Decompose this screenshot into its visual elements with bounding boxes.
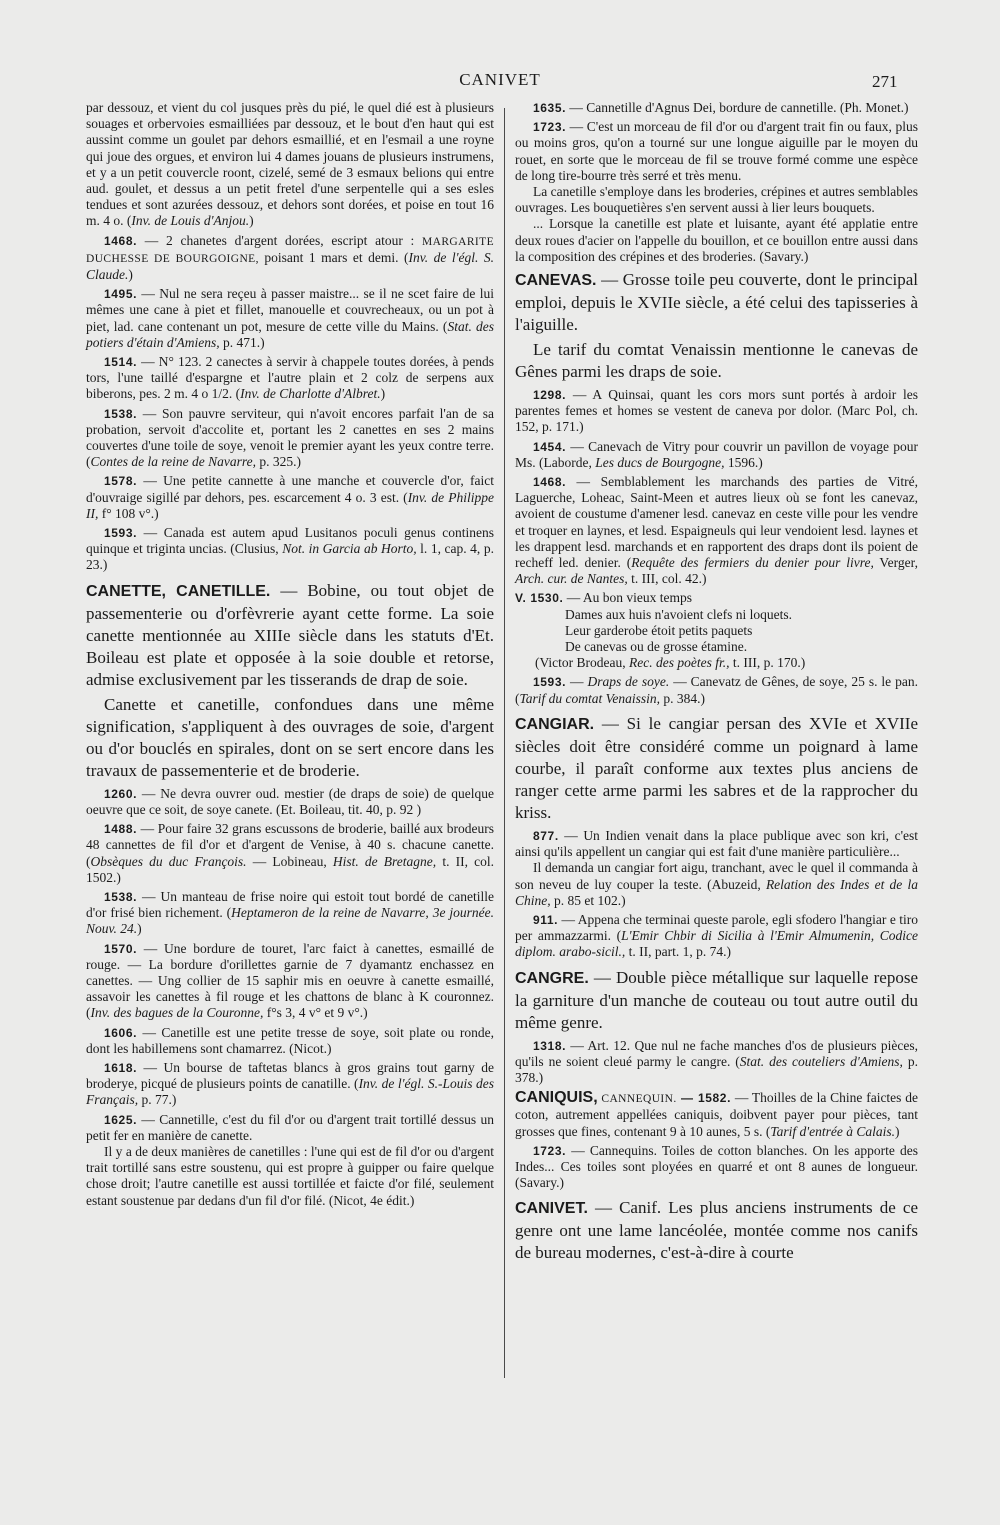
article-canivet: CANIVET. — Canif. Les plus anciens instruments de ce genre ont une lame lancéolée, montée comme nos canifs de bureau modernes, c'est-à-dire à courte xyxy=(515,1198,918,1263)
entry-1593-draps: 1593. — Draps de soye. — Canevatz de Gênes, de soye, 25 s. le pan. (Tarif du comtat Venaissin, p. 384.) xyxy=(515,674,918,706)
entry-1570: 1570. — Une bordure de touret, l'arc faict à canettes, esmaillé de rouge. — La bordure d'orillettes garnie de 7 dyamantz enchassez en canettes. — Ung collier de 15 saphir mis en oeuvre à canette esmaillé, assavoir les canettes à fil rouge et les chattons de blanc à K couronnez. (Inv. des bagues de la Couronne, f°s 3, 4 v° et 9 v°.) xyxy=(86,940,494,1021)
article-canette: CANETTE, CANETILLE. — Bobine, ou tout objet de passementerie ou d'orfèvrerie ayant cette forme. La soie canette mentionnée au XIIIe siècle dans les statuts d'Et. Boileau est plate et opposée à la soie double et retorse, admise exclusivement par les tisserands de drap de soie. xyxy=(86,580,495,689)
entry-1538: 1538. — Son pauvre serviteur, qui n'avoit encores parfait l'an de sa probation, servoit d'accolite et, portant les 2 canettes en ses 2 mains couvertes d'une toile de soye, venoit le premier ayant les yeux contre terre. (Contes de la reine de Navarre, p. 325.) xyxy=(86,405,494,470)
right-column xyxy=(515,100,918,1267)
article-cangre: CANGRE. — Double pièce métallique sur laquelle repose la garniture d'un manche de couteau ou tout autre outil du même genre. xyxy=(515,967,918,1032)
article-canevas: CANEVAS. — Grosse toile peu couverte, dont le principal emploi, depuis le XVIIe siècle, a été celui des tapisseries à l'aiguille. xyxy=(515,270,918,335)
verse-line: V. 1530. — Au bon vieux temps xyxy=(515,590,693,606)
entry-1625-continued: Il y a de deux manières de canetilles : l'une qui est de fil d'or ou d'argent trait tortillé sans estre soustenu, qui est propre à guipper ou faire quelque chose droit; l'autre canetille est aussi tortillée et faicte d'or filé, seulement estant soustenue par dedans d'un fil d'or filé. (Nicot, 4e édit.) xyxy=(86,1143,494,1208)
running-head: CANIVET xyxy=(459,70,541,89)
verse-line: Dames aux huis n'avoient clefs ni loquets. xyxy=(565,606,793,622)
entry-1538-heptameron: 1538. — Un manteau de frise noire qui estoit tout bordé de canetille d'or frisé bien richement. (Heptameron de la reine de Navarre, 3e journée. Nouv. 24.) xyxy=(86,888,494,937)
canevas-paragraph-2: Le tarif du comtat Venaissin mentionne le canevas de Gênes parmi les draps de soie. xyxy=(515,340,918,382)
article-cangiar: CANGIAR. — Si le cangiar persan des XVIe et XVIIe siècles doit être considéré comme un poignard à lame courbe, il paraît conforme aux textes plus anciens de ranger cette arme parmi les sabres et de la rapprocher du kriss. xyxy=(515,713,918,822)
entry-1635: 1635. — Cannetille d'Agnus Dei, bordure de cannetille. (Ph. Monet.) xyxy=(533,100,909,115)
verse-line: De canevas ou de grosse étamine. xyxy=(565,639,748,655)
entry-1495: 1495. — Nul ne sera reçeu à passer maistre... se il ne scet faire de lui mêmes une cane à piet et fillet, manouelle et couvrecheaux, ou un pot à piet, lad. cane contenant un pot, mesure de cette ville du Mains. (Stat. des potiers d'étain d'Amiens, p. 471.) xyxy=(86,286,495,350)
entry-1593: 1593. — Canada est autem apud Lusitanos poculi genus continens quinque et triginta uncias. (Clusius, Not. in Garcia ab Horto, l. 1, cap. 4, p. 23.) xyxy=(86,525,494,573)
entry-1468-canevas: 1468. — Semblablement les marchands des parties de Vitré, Laguerche, Loheac, Saint-Meen et autres lieux où se font les canevaz, avoient de coustume d'amener lesd. canevaz en ceste ville pour les vendre et troquer en laynes, et lesd. Espaigneuls qui leur vendoient lesd. laynes et les drappent lesd. marchands et en rapportent des draps dont ils poient de recheff led. denier. (Requête des fermiers du denier pour livre, Verger, Arch. cur. de Nantes, t. III, col. 42.) xyxy=(515,474,918,587)
entry-1468: 1468. — 2 chanetes d'argent dorées, escript atour : MARGARITE DUCHESSE DE BOURGOIGNE, poisant 1 mars et demi. (Inv. de l'égl. S. Claude.) xyxy=(86,232,494,283)
entry-911: 911. — Appena che terminai queste parole, egli sfodero l'hangiar e tiro per ammazzarmi. (L'Emir Chbir di Sicilia à l'Emir Almumenin, Codice diplom. arabo-sicil., t. II, part. 1, p. 74.) xyxy=(515,911,918,960)
verse-line: Leur garderobe étoit petits paquets xyxy=(565,622,753,638)
entry-1723-p2: La canetille s'employe dans les broderies, crépines et autres semblables ouvrages. Les bouquetières s'en servent aussi à lier leurs bouquets. xyxy=(515,184,918,216)
entry-877-p2: Il demanda un cangiar fort aigu, tranchant, avec le quel il commanda à son neveu de luy couper la teste. (Abuzeid, Relation des Indes et de la Chine, p. 85 et 102.) xyxy=(515,860,918,908)
article-caniquis: CANIQUIS, CANNEQUIN. — 1582. — Thoilles de la Chine faictes de coton, autrement appellées caniquis, doibvent payer pour pièces, tant grosses que fines, contenant 9 à 10 aunes, 5 s. (Tarif d'entrée à Calais.) xyxy=(515,1089,918,1139)
entry-1488: 1488. — Pour faire 32 grans escussons de broderie, baillé aux brodeurs 48 cannettes de fil d'or et d'argent de Venise, à 40 s. chacune canette. (Obsèques du duc François. — Lobineau, Hist. de Bretagne, t. II, col. 1502.) xyxy=(86,821,494,885)
entry-1606: 1606. — Canetille est une petite tresse de soye, soit plate ou ronde, dont les habillemens sont chamarrez. (Nicot.) xyxy=(86,1024,494,1056)
entry-1454: 1454. — Canevach de Vitry pour couvrir un pavillon de voyage pour Ms. (Laborde, Les ducs de Bourgogne, 1596.) xyxy=(515,438,918,470)
entry-877: 877. — Un Indien venait dans la place publique avec son kri, c'est ainsi qu'ils appellent un cangiar qui est fait d'une manière particulière... xyxy=(515,827,918,860)
entry-1318: 1318. — Art. 12. Que nul ne fache manches d'os de plusieurs pièces, qu'ils ne soient cleué parmy le cangre. (Stat. des couteliers d'Amiens, p. 378.) xyxy=(515,1037,918,1085)
entry-1618: 1618. — Un bourse de taftetas blancs à gros grains tout garny de broderye, picqué de plusieurs points de canatille. (Inv. de l'égl. S.-Louis des Français, p. 77.) xyxy=(86,1059,494,1108)
verse-source: (Victor Brodeau, Rec. des poètes fr., t. III, p. 170.) xyxy=(535,655,806,671)
intro-paragraph: par dessouz, et vient du col jusques près du pié, le quel dié est à plusieurs souages et orbervoies esmailliées par dessouz, et le bout d'en haut qui est aussint comme un goulet par dehors esmaillié, et en l'esmail a une royne qui joue des orgues, et environ lui 4 dames jouans de plusieurs instrumens, et y a un petit couvercle roont, cizelé, semé de 3 esmaux belions qui entre aud. goulet, et dessus a un petit fretel d'une serpentelle qui a ses esles tendues et sont azurées dessouz, et dehors sont dorées, et poise en tout 16 m. 4 o. (Inv. de Louis d'Anjou.) xyxy=(86,100,494,229)
entry-1723-cannequins: 1723. — Cannequins. Toiles de cotton blanches. On les apporte des Indes... Ces toiles sont ployées en quarré et ont 8 aunes de longueur. (Savary.) xyxy=(515,1142,918,1191)
verse-1530 xyxy=(515,590,918,671)
canette-paragraph-2: Canette et canetille, confondues dans une même signification, s'appliquent à des ouvrages de soie, d'argent ou d'or bouclés en spirales, dont on se sert encore dans les travaux de passementerie et de broderie. xyxy=(86,694,494,780)
column-rule xyxy=(504,108,505,1378)
entry-1298: 1298. — A Quinsai, quant les cors mors sunt portés à ardoir les parentes femes et homes se vestent de caneva por dolor. (Marc Pol, ch. 152, p. 171.) xyxy=(515,387,918,435)
entry-1514: 1514. — N° 123. 2 canectes à servir à chappele toutes dorées, à pends tors, l'une taillé d'espargne et l'autre plain et 2 colz de serpens aux biberons, pes. 2 m. 4 o 1/2. (Inv. de Charlotte d'Albret.) xyxy=(86,354,494,402)
page-number: 271 xyxy=(872,72,898,91)
entry-1260: 1260. — Ne devra ouvrer oud. mestier (de draps de soie) de quelque oeuvre que ce soit, de soye canete. (Et. Boileau, tit. 40, p. 92 ) xyxy=(86,785,494,817)
entry-1723: 1723. — C'est un morceau de fil d'or ou d'argent trait fin ou faux, plus ou moins gros, qu'on a tourné sur une longue aiguille par le moyen du rouet, en sorte que le morceau de fil se trouve formé comme une espèce de long tire-bourre très serré et très menu. xyxy=(515,119,918,183)
entry-1625: 1625. — Cannetille, c'est du fil d'or ou d'argent trait tortillé dessus un petit fer en manière de canette. xyxy=(86,1111,494,1143)
entry-1723-p3: ... Lorsque la canetille est plate et luisante, ayant été applatie entre deux roues d'acier on l'appelle du bouillon, et ce bouillon entre aussi dans la composition des crépines et des broderies. (Savary.) xyxy=(515,216,918,264)
left-column xyxy=(86,100,494,1212)
entry-1578: 1578. — Une petite cannette à une manche et couvercle d'or, faict d'ouvraige sigillé par dehors, pes. escarcement 4 o. 3 est. (Inv. de Philippe II, f° 108 v°.) xyxy=(86,473,494,521)
